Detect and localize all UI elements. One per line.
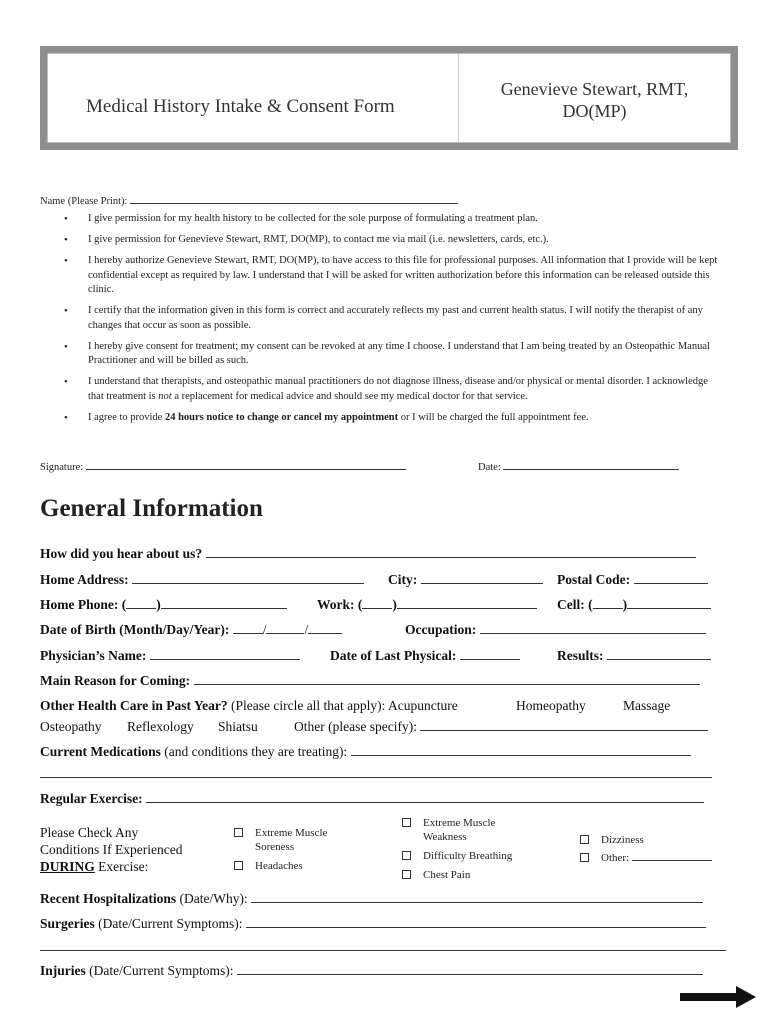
check-label: Extreme Muscle xyxy=(255,827,328,839)
other-care-note: (Please circle all that apply): Acupuncture xyxy=(227,698,458,713)
name-blank[interactable] xyxy=(130,192,458,204)
option-shiatsu[interactable]: Shiatsu xyxy=(218,719,258,734)
checkbox-icon[interactable] xyxy=(234,861,243,870)
work-phone-area-blank[interactable] xyxy=(362,597,392,609)
option-massage[interactable]: Massage xyxy=(623,698,671,713)
checkbox-icon[interactable] xyxy=(580,853,589,862)
work-phone-row xyxy=(317,597,537,613)
regular-exercise-row xyxy=(40,791,704,807)
injuries-row xyxy=(40,963,703,979)
cell-phone-label: Cell: xyxy=(557,597,585,612)
consent-item: • I give permission for my health history to be collected for the sole purpose of formulating a treatment plan. xyxy=(60,212,720,227)
checkbox-icon[interactable] xyxy=(402,818,411,827)
date-blank[interactable] xyxy=(503,458,679,470)
consent-bold: 24 hours notice to change or cancel my appointment xyxy=(164,411,399,423)
section-title: General Information xyxy=(40,495,263,522)
medications-blank[interactable] xyxy=(351,744,691,756)
consent-item: • I hereby authorize Genevieve Stewart, RMT, DO(MP), to have access to this file for professional purposes. All information that I provide will be kept confidential except as required by law. I understand that I will be asked for written authorization before this information can be released outside this clinic. xyxy=(60,254,720,298)
name-label: Name (Please Print): xyxy=(40,196,131,207)
home-address-row xyxy=(40,572,364,588)
home-phone-paren-open: ( xyxy=(121,597,127,612)
hospitalizations-blank[interactable] xyxy=(251,891,703,903)
main-reason-row xyxy=(40,673,700,689)
hear-about-blank[interactable] xyxy=(206,546,696,558)
option-osteopathy[interactable]: Osteopathy xyxy=(40,719,102,734)
check-label: Chest Pain xyxy=(423,869,471,881)
checkbox-difficulty-breathing[interactable] xyxy=(402,849,512,863)
home-phone-label: Home Phone: xyxy=(40,597,119,612)
consent-item xyxy=(60,411,720,426)
regular-exercise-blank[interactable] xyxy=(146,791,704,803)
surgeries-row xyxy=(40,916,706,932)
consent-item: • I give permission for Genevieve Stewart, RMT, DO(MP), to contact me via mail (i.e. newsletters, cards, etc.). xyxy=(60,233,720,248)
injuries-label: Injuries xyxy=(40,963,86,978)
conditions-line-2: Conditions If Experienced xyxy=(40,842,183,857)
checkbox-headaches[interactable] xyxy=(234,859,303,873)
surgeries-blank[interactable] xyxy=(246,916,706,928)
cell-phone-blank[interactable] xyxy=(627,597,711,609)
last-physical-row xyxy=(330,648,520,664)
checkbox-muscle-weakness[interactable] xyxy=(402,816,495,844)
consent-emphasis: not xyxy=(158,390,172,402)
consent-item xyxy=(60,375,720,404)
occupation-row xyxy=(405,622,706,638)
main-reason-label: Main Reason for Coming: xyxy=(40,673,191,688)
last-physical-label: Date of Last Physical: xyxy=(330,648,457,663)
conditions-line-1: Please Check Any xyxy=(40,825,139,840)
name-field xyxy=(40,192,458,207)
consent-text: I understand that therapists, and osteopathic manual practitioners do not diagnose illness, disease and/or physical or mental disorder. I acknowledge that treatment is xyxy=(88,376,708,402)
conditions-during: DURING xyxy=(40,859,95,874)
checkbox-chest-pain[interactable] xyxy=(402,868,470,882)
main-reason-blank[interactable] xyxy=(194,673,700,685)
home-phone-row xyxy=(40,597,287,613)
dob-month-blank[interactable] xyxy=(233,622,263,634)
dob-slash: / xyxy=(262,622,267,637)
check-label: Headaches xyxy=(255,860,303,872)
form-header xyxy=(40,46,738,150)
other-specify-row xyxy=(294,719,708,735)
hear-about-row xyxy=(40,546,696,562)
check-label: Soreness xyxy=(255,841,295,853)
option-reflexology[interactable]: Reflexology xyxy=(127,719,194,734)
other-care-label: Other Health Care in Past Year? xyxy=(40,698,228,713)
consent-item: • I hereby give consent for treatment; my consent can be revoked at any time I choose. I understand that I am being treated by an Osteopathic Manual Practitioner and will be billed as such. xyxy=(60,340,720,369)
cell-phone-area-blank[interactable] xyxy=(593,597,623,609)
work-phone-paren-close: ) xyxy=(392,597,397,612)
surgeries-note: (Date/Current Symptoms): xyxy=(94,916,243,931)
form-title: Medical History Intake & Consent Form xyxy=(86,96,395,117)
consent-item: • I certify that the information given in this form is correct and accurately reflects my past and current health status. I will notify the therapist of any changes that occur as soon as possible. xyxy=(60,304,720,333)
city-label: City: xyxy=(388,572,418,587)
hospitalizations-label: Recent Hospitalizations xyxy=(40,891,177,906)
next-page-arrow-icon xyxy=(680,986,756,1008)
signature-label: Signature: xyxy=(40,462,86,473)
date-label: Date: xyxy=(478,462,504,473)
cell-phone-paren-close: ) xyxy=(622,597,628,612)
checkbox-icon[interactable] xyxy=(234,828,243,837)
physician-label: Physician’s Name: xyxy=(40,648,147,663)
city-blank[interactable] xyxy=(421,572,543,584)
cell-phone-row xyxy=(557,597,711,613)
hear-about-label: How did you hear about us? xyxy=(40,546,203,561)
medications-row-2 xyxy=(40,766,712,782)
date-field xyxy=(478,458,679,473)
injuries-note: (Date/Current Symptoms): xyxy=(85,963,234,978)
surgeries-row-2 xyxy=(40,939,726,955)
consent-text: a replacement for medical advice and should see my medical doctor for that service. xyxy=(171,390,528,402)
results-row xyxy=(557,648,711,664)
dob-row xyxy=(40,622,342,638)
occupation-label: Occupation: xyxy=(405,622,477,637)
signature-blank[interactable] xyxy=(86,458,406,470)
check-label: Extreme Muscle xyxy=(423,817,496,829)
postal-label: Postal Code: xyxy=(557,572,631,587)
hospitalizations-note: (Date/Why): xyxy=(176,891,248,906)
home-phone-area-blank[interactable] xyxy=(126,597,156,609)
check-label: Dizziness xyxy=(601,834,644,846)
consent-list xyxy=(60,212,720,432)
city-row xyxy=(388,572,543,588)
checkbox-muscle-soreness[interactable] xyxy=(234,826,327,854)
hospitalizations-row xyxy=(40,891,703,907)
results-label: Results: xyxy=(557,648,604,663)
check-label: Other: xyxy=(601,852,632,864)
medications-note: (and conditions they are treating): xyxy=(160,744,348,759)
practitioner-line-2: DO(MP) xyxy=(562,101,627,121)
consent-text: or I will be charged the full appointment fee. xyxy=(398,411,589,423)
regular-exercise-label: Regular Exercise: xyxy=(40,791,143,806)
practitioner-name xyxy=(458,54,730,142)
surgeries-label: Surgeries xyxy=(40,916,95,931)
work-phone-label: Work: xyxy=(317,597,355,612)
check-label: Difficulty Breathing xyxy=(423,850,513,862)
dob-label: Date of Birth (Month/Day/Year): xyxy=(40,622,230,637)
home-phone-blank[interactable] xyxy=(161,597,287,609)
checkbox-other[interactable] xyxy=(580,851,712,865)
last-physical-blank[interactable] xyxy=(460,648,520,660)
conditions-exercise: Exercise: xyxy=(94,859,149,874)
work-phone-paren-open: ( xyxy=(357,597,363,612)
practitioner-line-1: Genevieve Stewart, RMT, xyxy=(500,79,689,99)
signature-field xyxy=(40,458,406,473)
occupation-blank[interactable] xyxy=(480,622,706,634)
results-blank[interactable] xyxy=(607,648,711,660)
surgeries-blank-2[interactable] xyxy=(40,939,726,951)
checkbox-icon[interactable] xyxy=(580,835,589,844)
home-address-blank[interactable] xyxy=(132,572,364,584)
form-header-inner xyxy=(47,53,731,143)
other-care-row xyxy=(40,698,458,714)
work-phone-blank[interactable] xyxy=(397,597,537,609)
postal-row xyxy=(557,572,708,588)
other-specify-label: Other (please specify): xyxy=(294,719,417,734)
conditions-line-3 xyxy=(40,858,182,875)
check-label: Weakness xyxy=(423,831,467,843)
medications-blank-2[interactable] xyxy=(40,766,712,778)
injuries-blank[interactable] xyxy=(237,963,703,975)
physician-blank[interactable] xyxy=(150,648,300,660)
dob-day-blank[interactable] xyxy=(266,622,304,634)
home-address-label: Home Address: xyxy=(40,572,129,587)
checkbox-dizziness[interactable] xyxy=(580,833,644,847)
conditions-label xyxy=(40,824,182,875)
postal-blank[interactable] xyxy=(634,572,708,584)
medications-label: Current Medications xyxy=(40,744,161,759)
checkbox-icon[interactable] xyxy=(402,851,411,860)
cell-phone-paren-open: ( xyxy=(588,597,593,612)
home-phone-paren-close: ) xyxy=(156,597,161,612)
option-homeopathy[interactable]: Homeopathy xyxy=(516,698,586,713)
consent-text: I agree to provide xyxy=(88,411,165,423)
physician-row xyxy=(40,648,300,664)
dob-year-blank[interactable] xyxy=(308,622,342,634)
other-condition-blank[interactable] xyxy=(632,851,712,861)
dob-slash: / xyxy=(304,622,309,637)
checkbox-icon[interactable] xyxy=(402,870,411,879)
medications-row xyxy=(40,744,691,760)
other-specify-blank[interactable] xyxy=(420,719,708,731)
